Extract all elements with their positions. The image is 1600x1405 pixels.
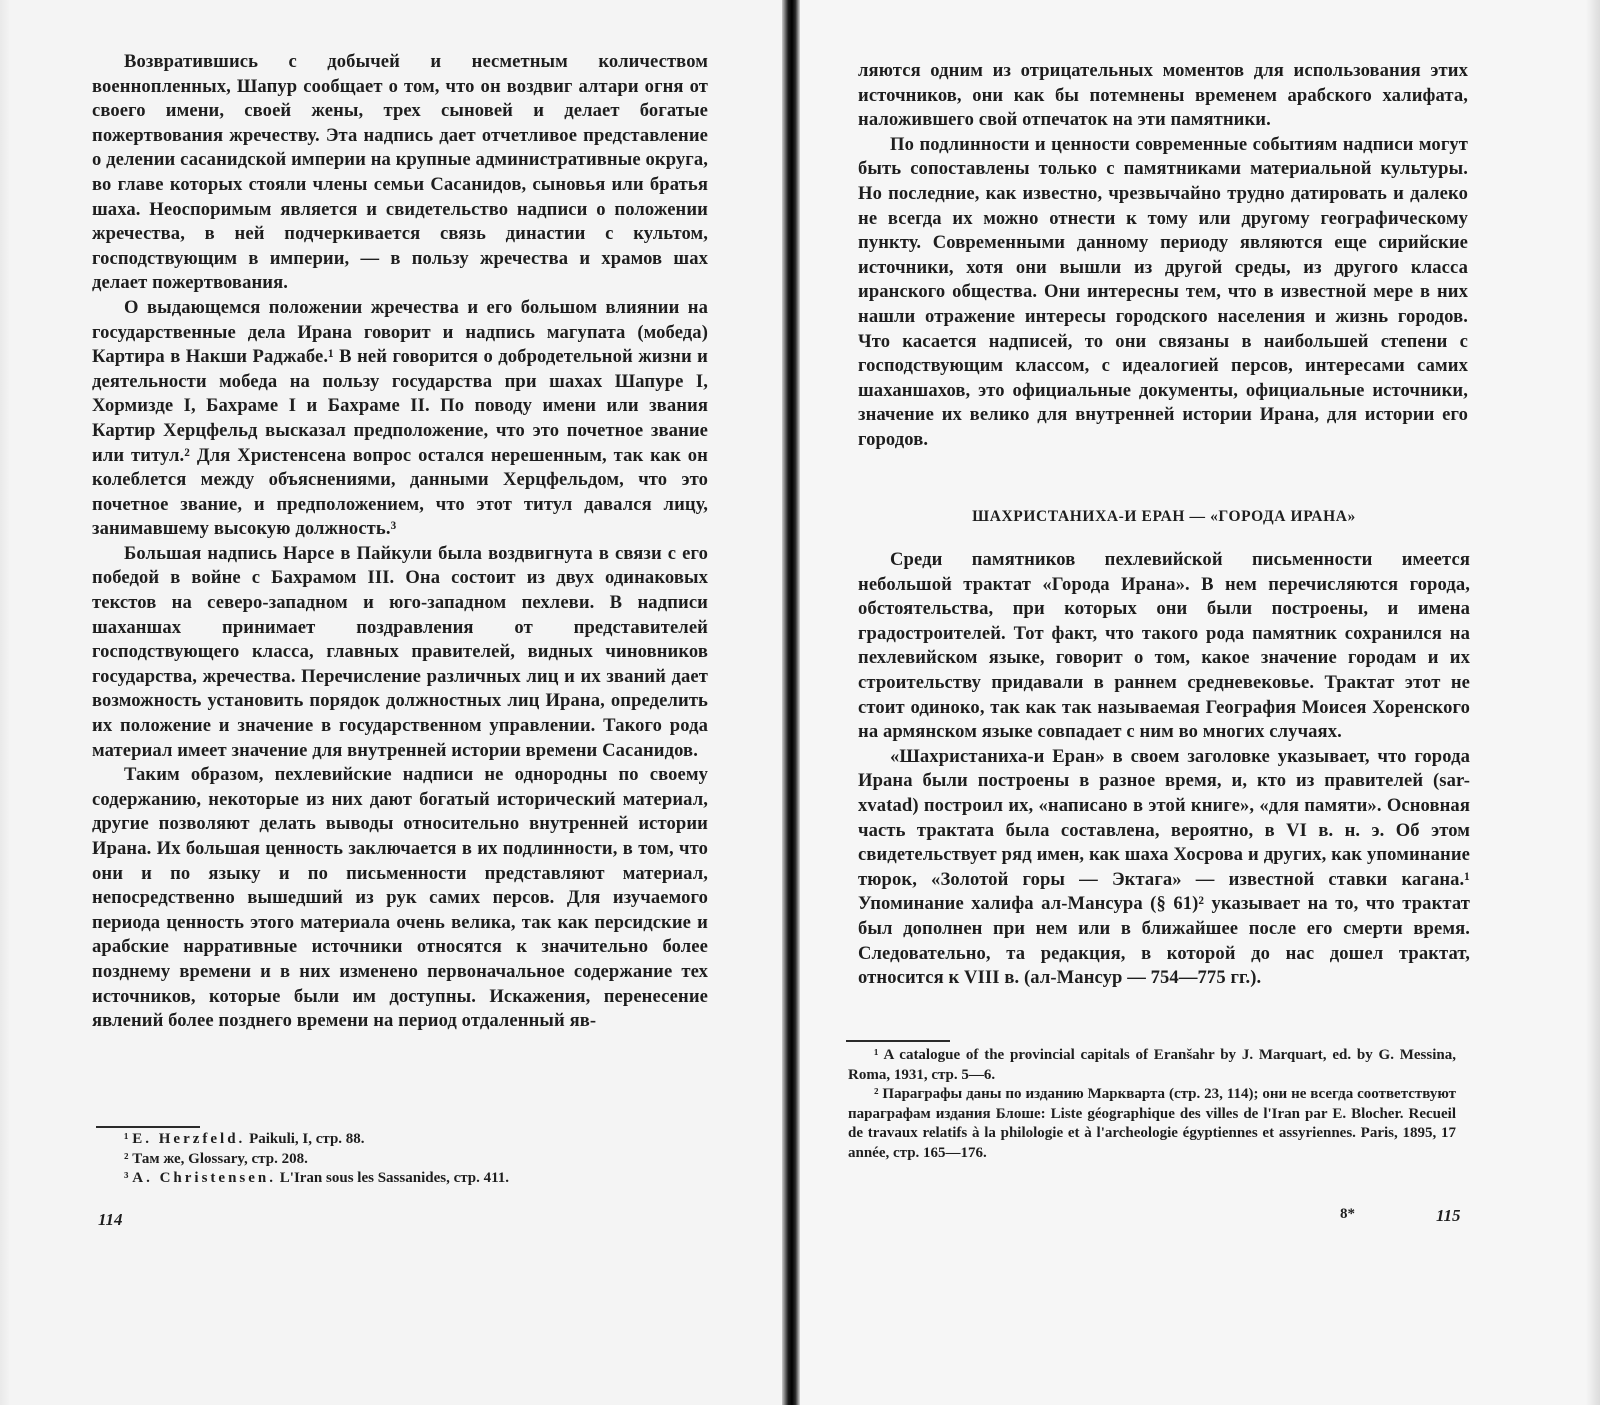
paragraph: «Шахристаниха-и Еран» в своем заголовке указывает, что города Ирана были построены в разное время, и, кто из правителей (sar-xvatad) построил их, «написано в этой книге», «для памяти». Основная часть трактата была составлена, вероятно, в VI в. н. э. Об этом свидетельствует ряд имен, как шаха Хосрова и других, как упоминание тюрок, «Золотой горы — Эктага» — известной ставки кагана.¹ Упоминание халифа ал-Мансура (§ 61)² указывает на то, что трактат был дополнен при нем или в ближайшее после его смерти время. Следовательно, та редакция, в которой до нас дошел трактат, относится к VIII в. (ал-Мансур — 754—775 гг.). bbox=[858, 745, 1470, 989]
paragraph: ляются одним из отрицательных моментов для использования этих источников, они как бы потемнены временем арабского халифата, наложившего свой отпечаток на эти памятники. bbox=[858, 60, 1468, 131]
footnote: ² Параграфы даны по изданию Маркварта (стр. 23, 114); они не всегда соответствуют параграфам издания Блоше: Liste géographique des villes de l'Iran par E. Blocher. Recueil de travaux relatifs à la philologie et à l'archeologie égyptiennes et assyriennes. Paris, 1895, 17 année, стр. 165—176. bbox=[848, 1086, 1456, 1161]
signature-mark: 8* bbox=[1340, 1206, 1355, 1222]
footnote bbox=[124, 1130, 684, 1150]
paragraph: Среди памятников пехлевийской письменности имеется небольшой трактат «Города Ирана». В нем перечисляются города, обстоятельства, при которых они были построены, и имена градостроителей. Тот факт, что такого рода памятник сохранился на пехлевийском языке, говорит о том, какое значение городам и их строительству придавали в раннем средневековье. Трактат этот не стоит одиноко, так как так называемая География Моисея Хоренского на армянском языке совпадает с ним во многих случаях. bbox=[858, 549, 1470, 743]
paragraph: Таким образом, пехлевийские надписи не однородны по своему содержанию, некоторые из них дают богатый исторический материал, другие позволяют делать выводы относительно внутренней истории Ирана. Их большая ценность заключается в их подлинности, в том, что они и по языку и по письменности представляют материал, непосредственно вышедший из рук самих персов. Для изучаемого периода ценность этого материала очень велика, так как персидские и арабские нарративные источники относятся к значительно более позднему времени и в них изменено первоначальное содержание тех источников, которые были им доступны. Искажения, перенесение явлений более позднего времени на период отдаленный яв- bbox=[92, 764, 708, 1032]
left-body-text bbox=[92, 50, 708, 1034]
footnote: ¹ A catalogue of the provincial capitals of Eranšahr by J. Marquart, ed. by G. Messina, Roma, 1931, стр. 5—6. bbox=[848, 1047, 1456, 1083]
footnote-marker: ¹ bbox=[124, 1131, 129, 1147]
footnote bbox=[124, 1169, 684, 1189]
paragraph: Возвратившись с добычей и несметным количеством военнопленных, Шапур сообщает о том, что он воздвиг алтари огня от своего имени, своей жены, трех сыновей и делает богатые пожертвования жречеству. Эта надпись дает отчетливое представление о делении сасанидской империи на крупные административные округа, во главе которых стояли члены семьи Сасанидов, сыновья или братья шаха. Неоспоримым является и свидетельство надписи о положении жречества, в ней подчеркивается связь династии с культом, господствующим в империи, — в пользу жречества и храмов шах делает пожертвования. bbox=[92, 51, 708, 294]
right-body-text-bottom bbox=[858, 548, 1470, 991]
footnote bbox=[124, 1150, 684, 1170]
book-gutter bbox=[782, 0, 800, 1405]
footnote-text: Paikuli, I, стр. 88. bbox=[245, 1131, 365, 1147]
footnote-author: A. Christensen. bbox=[132, 1170, 277, 1186]
right-footnotes bbox=[848, 1046, 1456, 1163]
footnote-rule bbox=[96, 1126, 200, 1128]
page-edge-shadow bbox=[0, 0, 10, 1405]
footnote-marker: ² bbox=[124, 1150, 129, 1167]
paragraph: О выдающемся положении жречества и его большом влиянии на государственные дела Ирана говорит и надпись магупата (мобеда) Картира в Накши Раджабе.¹ В ней говорится о добродетельной жизни и деятельности мобеда на пользу государства при шахах Шапуре I, Хормизде I, Бахраме I и Бахраме II. По поводу имени или звания Картир Херцфельд высказал предположение, что это почетное звание или титул.² Для Христенсена вопрос остался нерешенным, так как он колеблется между объяснениями, данными Херцфельдом, что это почетное звание, и предположением, что этот титул давался лицу, занимавшему высокую должность.³ bbox=[92, 296, 708, 540]
paragraph: Большая надпись Нарсе в Пайкули была воздвигнута в связи с его победой в войне с Бахрамом III. Она состоит из двух одинаковых текстов на северо-западном и юго-западном пехлеви. В надписи шаханшах принимает поздравления от представителей господствующего класса, главных правителей, видных чиновников государства, жречества. Перечисление различных лиц и их званий дает возможность установить порядок должностных лиц Ирана, определить их положение и значение в государственном управлении. Такого рода материал имеет значение для внутренней истории времени Сасанидов. bbox=[92, 542, 708, 761]
section-heading: ШАХРИСТАНИХА-И ЕРАН — «ГОРОДА ИРАНА» bbox=[972, 508, 1356, 525]
footnote-text: L'Iran sous les Sassanides, стр. 411. bbox=[276, 1170, 510, 1186]
right-body-text-top bbox=[858, 59, 1468, 453]
left-footnotes bbox=[124, 1130, 684, 1189]
footnote-author: E. Herzfeld. bbox=[132, 1131, 246, 1147]
paragraph: По подлинности и ценности современные событиям надписи могут быть сопоставлены только с памятниками материальной культуры. Но последние, как известно, чрезвычайно трудно датировать и далеко не всегда их можно отнести к тому или другому географическому пункту. Современными данному периоду являются еще сирийские источники, хотя они вышли из другой среды, из другого класса иранского общества. Они интересны тем, что в известной мере в них нашли отражение интересы городского населения и жизнь городов. Что касается надписей, то они связаны в наибольшей степени с господствующим классом, с идеалогией персов, интересами самих шаханшахов, это официальные документы, официальные источники, значение их велико для внутренней истории Ирана, для истории его городов. bbox=[858, 133, 1468, 450]
footnote-text: Там же, Glossary, стр. 208. bbox=[132, 1150, 308, 1167]
left-page bbox=[0, 0, 790, 1405]
footnote-marker: ³ bbox=[124, 1170, 129, 1186]
right-page bbox=[800, 0, 1600, 1405]
page-number: 114 bbox=[98, 1210, 123, 1229]
page-number: 115 bbox=[1436, 1206, 1461, 1225]
page-edge-shadow bbox=[1586, 0, 1600, 1405]
footnote-rule bbox=[846, 1040, 950, 1042]
